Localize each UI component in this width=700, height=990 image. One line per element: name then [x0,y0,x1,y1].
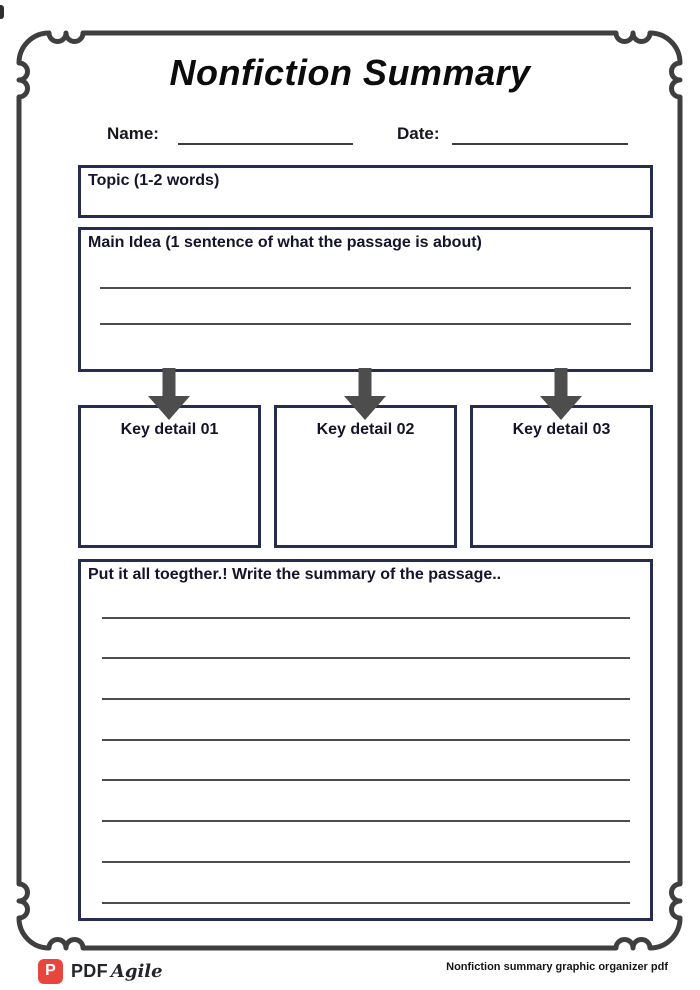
key-detail-1-box[interactable] [78,405,261,548]
main-idea-writing-lines [100,253,631,325]
writing-line[interactable] [102,700,630,741]
logo-text-agile: Agile [110,960,163,982]
key-detail-2-box[interactable] [274,405,457,548]
down-arrow-icon [540,368,582,420]
date-input-line[interactable] [452,127,628,145]
name-label: Name: [107,124,159,143]
date-label: Date: [397,124,440,143]
down-arrow-icon [148,368,190,420]
scan-edge-artifact [0,5,4,19]
writing-line[interactable] [102,741,630,782]
main-idea-label: Main Idea (1 sentence of what the passage is about) [88,234,482,251]
summary-label: Put it all toegther.! Write the summary of the passage.. [88,566,502,583]
topic-label: Topic (1-2 words) [88,172,220,189]
writing-line[interactable] [100,289,631,325]
key-detail-3-label: Key detail 03 [512,421,611,438]
name-input-line[interactable] [178,127,353,145]
writing-line[interactable] [102,578,630,619]
writing-line[interactable] [102,619,630,660]
writing-line[interactable] [102,863,630,904]
pdf-agile-p-icon: P [38,959,63,984]
writing-line[interactable] [102,822,630,863]
writing-line[interactable] [100,253,631,289]
topic-box[interactable] [78,165,653,218]
writing-line[interactable] [102,659,630,700]
page-title: Nonfiction Summary [169,52,531,93]
writing-line[interactable] [102,781,630,822]
key-detail-1-label: Key detail 01 [120,421,219,438]
logo-text-pdf: PDF [71,960,108,981]
footer-attribution: Nonfiction summary graphic organizer pdf [446,961,668,973]
key-detail-3-box[interactable] [470,405,653,548]
pdf-agile-logo [38,957,163,985]
summary-writing-lines [102,578,630,904]
down-arrow-icon [344,368,386,420]
key-detail-2-label: Key detail 02 [316,421,415,438]
